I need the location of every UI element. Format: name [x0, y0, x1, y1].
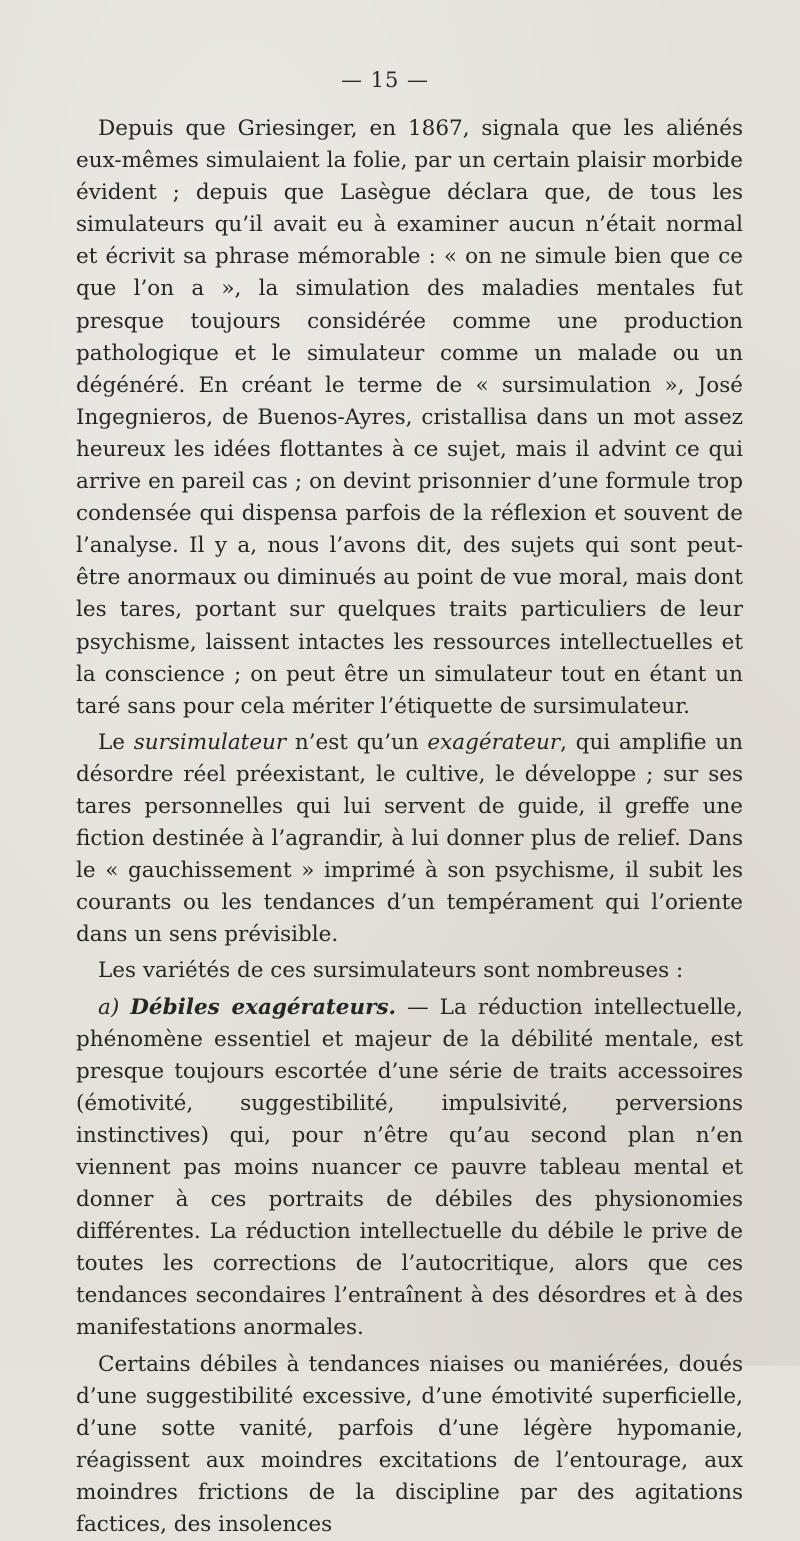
section-heading: Débiles exagérateurs.	[130, 994, 397, 1020]
paragraph-2-lead: Le	[98, 729, 134, 755]
paragraph-3: Les variétés de ces sursimulateurs sont nombreuses :	[98, 958, 684, 984]
paragraph-5: Certains débiles à tendances niaises ou maniérées, doués d’une suggestibilité excessive, d’une émotivité superficielle, d’une sotte vanité, parfois d’une légère hypomanie, réagissent aux moindres excitations de l’entourage, aux moindres frictions de la discipline par des agitations factices, des insolences	[76, 1351, 743, 1538]
term-exagerateur: exagérateur	[427, 729, 561, 755]
page-number: — 15 —	[340, 68, 430, 92]
paragraph-2-mid: n’est qu’un	[286, 729, 428, 755]
term-sursimulateur: sursimulateur	[133, 729, 287, 755]
paragraph-4-text: — La réduction intellectuelle, phénomène essentiel et majeur de la débilité mentale, est presque toujours escortée d’une série de traits accessoires (émotivité, suggestibilité, impulsivité, perversions instinctives) qui, pour n’être qu’au second plan n’en viennent pas moins nuancer ce pauvre tableau mental et donner à ces portraits de débiles des physionomies différentes. La réduction intellectuelle du débile le prive de toutes les corrections de l’autocritique, alors que ces tendances secondaires l’entraînent à des désordres et à des manifestations anormales.	[76, 994, 743, 1341]
paragraph-2-text: , qui amplifie un désordre réel préexistant, le cultive, le développe ; sur ses tares personnelles qui lui servent de guide, il greffe une fiction destinée à l’agrandir, à lui donner plus de relief. Dans le « gauchissement » imprimé à son psychisme, il subit les courants ou les tendances d’un tempérament qui l’oriente dans un sens prévisible.	[76, 729, 743, 948]
paragraph-4	[76, 992, 743, 1345]
paragraph-1: Depuis que Griesinger, en 1867, signala que les aliénés eux-mêmes simulaient la folie, par un certain plaisir morbide évident ; depuis que Lasègue déclara que, de tous les simulateurs qu’il avait eu à examiner aucun n’était normal et écrivit sa phrase mémorable : « on ne simule bien que ce que l’on a », la simulation des maladies mentales fut presque toujours considérée comme une production pathologique et le simulateur comme un malade ou un dégénéré. En créant le terme de « sursimulation », José Ingegnieros, de Buenos-Ayres, cristallisa dans un mot assez heureux les idées flottantes à ce sujet, mais il advint ce qui arrive en pareil cas ; on devint prisonnier d’une formule trop condensée qui dispensa parfois de la réflexion et souvent de l’analyse. Il y a, nous l’avons dit, des sujets qui sont peut-être anormaux ou diminués au point de vue moral, mais dont les tares, portant sur quelques traits particuliers de leur psychisme, laissent intactes les ressources intellectuelles et la conscience ; on peut être un simulateur tout en étant un taré sans pour cela mériter l’étiquette de sursimulateur.	[76, 116, 743, 719]
section-marker: a)	[98, 994, 131, 1020]
paragraph-2	[76, 727, 743, 952]
page-body	[76, 113, 743, 1541]
